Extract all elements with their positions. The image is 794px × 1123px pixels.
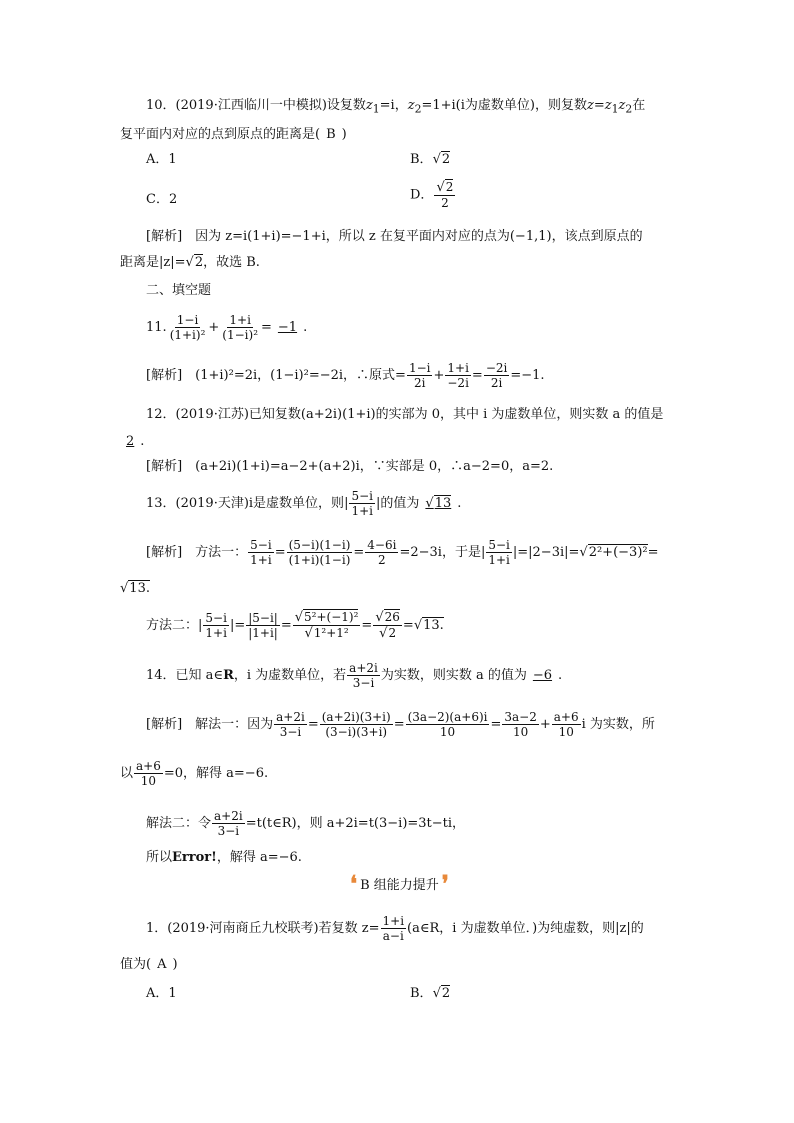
fraction: $\frac{1-i}{2i}$ <box>408 361 431 390</box>
fraction: $\frac{(3a-2)(a+6)i}{10}$ <box>407 710 488 739</box>
q10-option-a: A．1 <box>146 152 177 167</box>
radicand: 2 <box>441 152 451 167</box>
qb1-answer: A <box>157 957 167 972</box>
qb1-option-b <box>410 985 450 1003</box>
q14-solution2-line2 <box>146 849 302 867</box>
fraction: $\frac{a+2i}{3-i}$ <box>349 661 378 690</box>
q10-text: = <box>593 98 605 113</box>
radicand: 2 <box>445 180 454 194</box>
fraction: $\frac{4-6i}{2}$ <box>367 538 397 567</box>
q10-answer: B <box>326 127 336 142</box>
fraction: $\frac{-2i}{2i}$ <box>485 361 508 390</box>
section-b-title: B 组能力提升 <box>360 878 439 893</box>
fraction: $\frac{1+i}{a-i}$ <box>382 914 405 943</box>
q12-answer: 2 <box>126 434 135 449</box>
q13-method2: 方法二：| $\frac{5-i}{1+i}$ |= $\frac{|5-i|}{|1+i|}$ = $\frac{\text{√5²+(−1)²}}{\text{√1²+1²}}$ = $\frac{√26}{√2}$ =√13. <box>146 610 444 641</box>
option-label: B． <box>410 986 433 1001</box>
q13-text: 方法二： <box>146 618 199 633</box>
var-z: z <box>604 98 612 113</box>
q14-solution1-line2 <box>120 754 268 794</box>
qb1-text: 1．(2019·河南商丘九校联考)若复数 z= <box>146 921 380 936</box>
operator: = <box>261 320 272 335</box>
section-heading-fill-in: 二、填空题 <box>146 283 212 298</box>
qb1-line1 <box>146 909 644 949</box>
q11-text: [解析] (1+i)²=2i，(1−i)²=−2i，∴原式= <box>146 368 406 383</box>
radicand: 2 <box>194 255 204 270</box>
q14-text: =t(t∈R)，则 a+2i=t(3−i)=3t−ti， <box>245 816 466 831</box>
q10-line2 <box>120 126 347 144</box>
radicand: 13. <box>129 581 150 596</box>
q14-text: 为实数，则实数 a 的值为 <box>380 668 527 683</box>
q10-text: =1+i(i为虚数单位)，则复数 <box>421 98 587 113</box>
fraction: $\frac{a+6}{10}$ <box>136 759 161 788</box>
q12-line2 <box>120 433 144 451</box>
radicand: 13. <box>423 618 444 633</box>
q14-text: 解法二：令 <box>146 816 212 831</box>
fraction: $\frac{(a+2i)(3+i)}{(3-i)(3+i)}$ <box>321 710 391 739</box>
q10-line1: 10．(2019·江西临川一中模拟)设复数$z_1=i$，$z_2=1+i(i$为虚数单位)，则复数$z=z_1z_2$在 <box>146 98 646 116</box>
var-z: z <box>365 98 373 113</box>
q13-text: =2−3i，于是 <box>399 545 481 560</box>
q14-text: =0，解得 a=−6. <box>163 766 269 781</box>
qb1-text: ) <box>172 957 178 972</box>
q10-solution-line1: [解析] 因为 z=i(1+i)=−1+i，所以 z 在复平面内对应的点为(−1,1)，该点到原点的 <box>146 229 643 244</box>
q14-solution2 <box>146 804 465 844</box>
fraction: $\frac{5-i}{1+i}$ <box>205 611 227 640</box>
fraction: $\frac{5-i}{1+i}$ <box>351 489 373 518</box>
fraction: $\frac{1-i}{\text{(1+i)²}}$ <box>169 313 206 342</box>
option-label: B． <box>410 152 433 167</box>
set-R: R <box>223 668 234 683</box>
q14-solution1-line1: [解析] 解法一：因为 $\frac{a+2i}{3-i}$ = $\frac{(a+2i)(3+i)}{(3-i)(3+i)}$ = $\frac{(3a-2)(a+6)i}{10}$ = $\frac{3a-2}{10}$ + $\frac{a+6}{10}$ i 为实数，所 <box>146 710 655 739</box>
radicand: 2²+(−3)² <box>588 545 648 560</box>
sqrt-symbol: √ <box>432 986 441 1001</box>
fraction: $\frac{a+2i}{3-i}$ <box>214 809 243 838</box>
q14-text: ，解得 a=−6. <box>216 850 302 865</box>
q13-method1-line2: √13. <box>120 581 150 596</box>
q13-text: 13．(2019·天津)i是虚数单位，则 <box>146 496 345 511</box>
fraction: $\frac{|5-i|}{|1+i|}$ <box>248 611 278 640</box>
qb1-text: (a∈R，i 为虚数单位．)为纯虚数，则|z|的 <box>407 921 644 936</box>
radicand: 2 <box>441 986 451 1001</box>
fraction: $\frac{3a-2}{10}$ <box>504 710 537 739</box>
qb1-line2 <box>120 956 178 974</box>
q11-text: . <box>303 320 308 335</box>
q11-solution: [解析] (1+i)²=2i，(1−i)²=−2i，∴原式= $\frac{1-i}{2i}$ + $\frac{1+i}{-2i}$ = $\frac{-2i}{2i}$ =−1. <box>146 361 545 390</box>
fraction: $\frac{5-i}{1+i}$ <box>250 538 272 567</box>
q10-option-b <box>410 151 450 169</box>
q10-option-d <box>410 180 456 210</box>
q12-text: . <box>140 434 145 449</box>
q10-text: 在 <box>632 98 646 113</box>
q13-text: =|2−3i|= <box>517 545 580 560</box>
fraction: $\frac{\text{√5²+(−1)²}}{\text{√1²+1²}}$ <box>294 610 359 641</box>
qb1-option-a: A．1 <box>146 986 177 1001</box>
fraction: $\frac{√2}{2}$ <box>436 180 454 210</box>
q11-line <box>146 308 307 348</box>
q14-answer: −6 <box>532 668 553 683</box>
q14-line <box>146 656 562 696</box>
q12-solution: [解析] (a+2i)(1+i)=a−2+(a+2)i，∵实部是 0，∴a−2=0，a=2. <box>146 459 554 474</box>
var-z: z <box>407 98 415 113</box>
q13-text: 的值为 <box>380 496 420 511</box>
operator: + <box>208 320 220 335</box>
fraction: $\frac{(5-i)(1-i)}{(1+i)(1-i)}$ <box>288 538 351 567</box>
q10-text: 10．(2019·江西临川一中模拟)设复数 <box>146 98 366 113</box>
q14-text: [解析] 解法一：因为 <box>146 717 274 732</box>
fraction: $\frac{a+2i}{3-i}$ <box>276 710 305 739</box>
fraction: $\frac{5-i}{1+i}$ <box>488 538 510 567</box>
fraction: $\frac{1+i}{-2i}$ <box>447 361 469 390</box>
q14-text: ，i 为虚数单位，若 <box>233 668 347 683</box>
denominator: 2 <box>441 196 449 210</box>
close-quote-icon: ❜ <box>441 870 449 897</box>
sqrt-symbol: √ <box>185 255 194 270</box>
q14-text: 14．已知 a∈ <box>146 668 224 683</box>
q10-text: 复平面内对应的点到原点的距离是( <box>120 127 321 142</box>
q14-text: . <box>558 668 563 683</box>
q14-text: i 为实数，所 <box>581 717 655 732</box>
q10-solution-line2 <box>120 254 260 272</box>
q14-text: 以 <box>120 766 134 781</box>
var-z: z <box>618 98 626 113</box>
var-z: z <box>586 98 594 113</box>
section-b-heading <box>350 870 449 897</box>
q10-text: ，故选 B. <box>203 255 260 270</box>
q10-text: ) <box>341 127 347 142</box>
error-marker: Error! <box>172 850 217 865</box>
q13-answer: √13 <box>425 496 452 511</box>
open-quote-icon: ❛ <box>350 870 358 897</box>
fraction: $\frac{1+i}{\text{(1−i)²}}$ <box>222 313 258 342</box>
fraction: $\frac{a+6}{10}$ <box>553 710 579 739</box>
option-label: D． <box>410 187 434 203</box>
fraction: $\frac{√26}{√2}$ <box>375 610 400 641</box>
q13-line: 13．(2019·天津)i是虚数单位，则| $\frac{5-i}{1+i}$ |的值为 √13 . <box>146 489 462 518</box>
q13-method1-line1: [解析] 方法一： $\frac{5-i}{1+i}$ = $\frac{(5-i)(1-i)}{(1+i)(1-i)}$ = $\frac{4-6i}{2}$ =2−3i，于是| $\frac{5-i}{1+i}$ |=|2−3i|=√2²+(−3)²= <box>146 538 659 567</box>
sqrt-symbol: √ <box>432 152 441 167</box>
q11-label: 11. <box>146 320 167 335</box>
q10-text: =i， <box>379 98 408 113</box>
q11-text: =−1. <box>510 368 545 383</box>
q12-line1: 12．(2019·江苏)已知复数(a+2i)(1+i)的实部为 0，其中 i 为虚数单位，则实数 a 的值是 <box>146 407 664 422</box>
q13-text: . <box>457 496 462 511</box>
q10-option-c: C．2 <box>146 192 178 207</box>
q13-text: [解析] 方法一： <box>146 545 248 560</box>
operator: = <box>647 545 659 560</box>
qb1-text: 值为( <box>120 957 152 972</box>
q14-text: 所以 <box>146 850 173 865</box>
q11-answer: −1 <box>277 320 298 335</box>
q10-text: 距离是|z|= <box>120 255 186 270</box>
